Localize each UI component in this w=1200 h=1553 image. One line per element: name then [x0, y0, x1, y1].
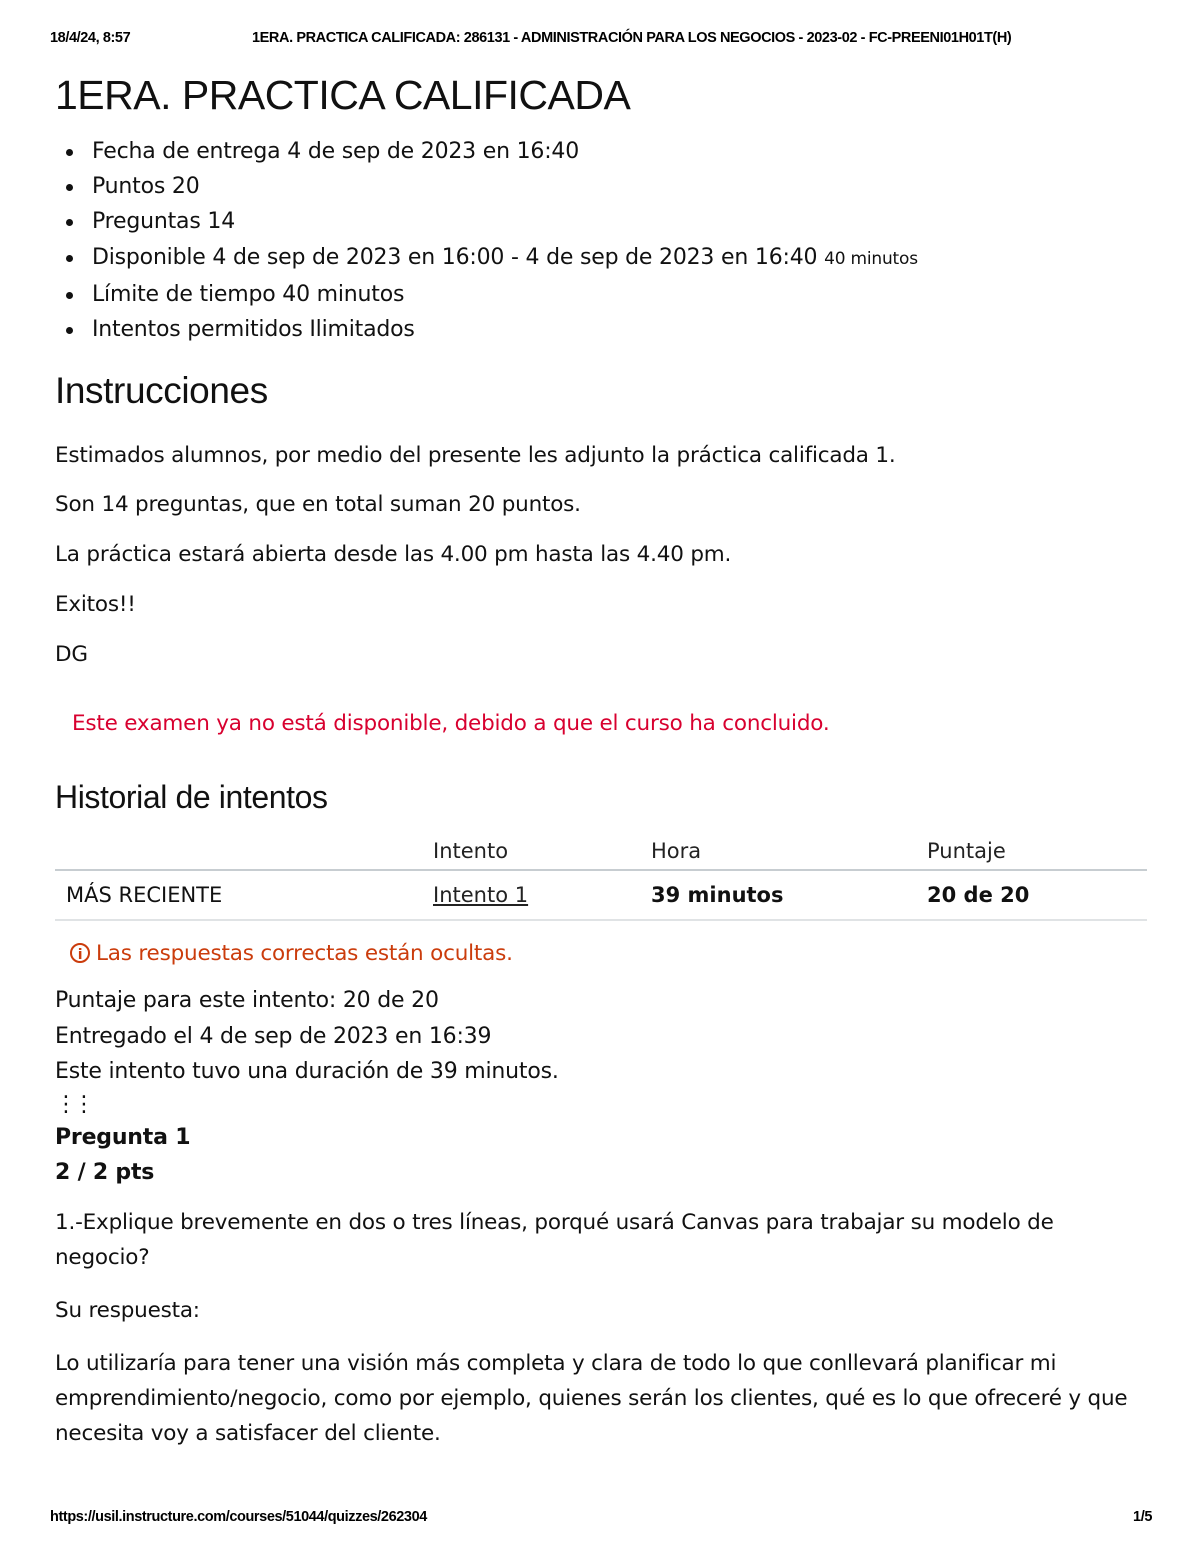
attempt-history-heading: Historial de intentos	[55, 779, 328, 816]
detail-attempts: Intentos permitidos Ilimitados	[55, 312, 1150, 347]
instructions-heading: Instrucciones	[55, 370, 268, 412]
attempt-score-summary: Puntaje para este intento: 20 de 20	[55, 988, 439, 1014]
attempt-label: MÁS RECIENTE	[55, 870, 433, 920]
attempt-duration: Este intento tuvo una duración de 39 minutos.	[55, 1059, 559, 1085]
drag-handle-icon[interactable]: ⋮⋮	[55, 1091, 91, 1117]
answer-label: Su respuesta:	[55, 1297, 200, 1323]
hidden-answers-notice	[70, 941, 1150, 966]
answer-text: Lo utilizaría para tener una visión más completa y clara de todo lo que conllevará planificar mi emprendimiento/negocio, como por ejemplo, quienes serán los clientes, qué es lo que ofreceré y que necesita voy a satisfacer del cliente.	[55, 1350, 1128, 1446]
attempt-score: 20 de 20	[927, 870, 1147, 920]
instructions-body	[55, 443, 1150, 667]
page-title: 1ERA. PRACTICA CALIFICADA	[55, 72, 631, 118]
quiz-details-list	[55, 134, 1150, 347]
instruction-line: Exitos!!	[55, 592, 136, 618]
attempt-time: 39 minutos	[651, 870, 927, 920]
print-url: https://usil.instructure.com/courses/51044/quizzes/262304	[50, 1509, 427, 1525]
column-header-attempt: Intento	[433, 817, 651, 870]
instruction-line: DG	[55, 642, 88, 668]
attempt-submitted: Entregado el 4 de sep de 2023 en 16:39	[55, 1023, 492, 1049]
detail-questions: Preguntas 14	[55, 204, 1150, 239]
attempt-summary	[55, 983, 1150, 1090]
page-number: 1/5	[1133, 1509, 1152, 1525]
column-header-score: Puntaje	[927, 817, 1147, 870]
table-header-row	[55, 817, 1147, 870]
print-date: 18/4/24, 8:57	[50, 30, 131, 46]
attempt-1-link[interactable]: Intento 1	[433, 883, 529, 908]
question-points: 2 / 2 pts	[55, 1160, 155, 1186]
instruction-line: La práctica estará abierta desde las 4.00 pm hasta las 4.40 pm.	[55, 542, 732, 568]
table-row	[55, 870, 1147, 920]
question-text: 1.-Explique brevemente en dos o tres líneas, porqué usará Canvas para trabajar su modelo de negocio?	[55, 1209, 1054, 1270]
instruction-line: Estimados alumnos, por medio del presente les adjunto la práctica calificada 1.	[55, 443, 896, 469]
hidden-answers-text: Las respuestas correctas están ocultas.	[96, 941, 513, 967]
question-title: Pregunta 1	[55, 1124, 191, 1150]
attempt-history-table	[55, 817, 1147, 921]
detail-due-date: Fecha de entrega 4 de sep de 2023 en 16:40	[55, 134, 1150, 169]
quiz-content	[55, 70, 1150, 1451]
detail-time-limit: Límite de tiempo 40 minutos	[55, 277, 1150, 312]
detail-points: Puntos 20	[55, 169, 1150, 204]
detail-available: Disponible 4 de sep de 2023 en 16:00 - 4 de sep de 2023 en 16:40 40 minutos	[55, 240, 1150, 277]
column-header-time: Hora	[651, 817, 927, 870]
column-header-label	[55, 817, 433, 870]
print-document-title: 1ERA. PRACTICA CALIFICADA: 286131 - ADMINISTRACIÓN PARA LOS NEGOCIOS - 2023-02 - FC-PREENI01H01T(H)	[252, 30, 1012, 46]
info-icon: i	[70, 943, 90, 963]
instruction-line: Son 14 preguntas, que en total suman 20 puntos.	[55, 492, 581, 518]
question-body	[55, 1205, 1150, 1451]
exam-unavailable-notice: Este examen ya no está disponible, debido a que el curso ha concluido.	[72, 711, 830, 737]
detail-available-duration: 40 minutos	[824, 248, 918, 269]
